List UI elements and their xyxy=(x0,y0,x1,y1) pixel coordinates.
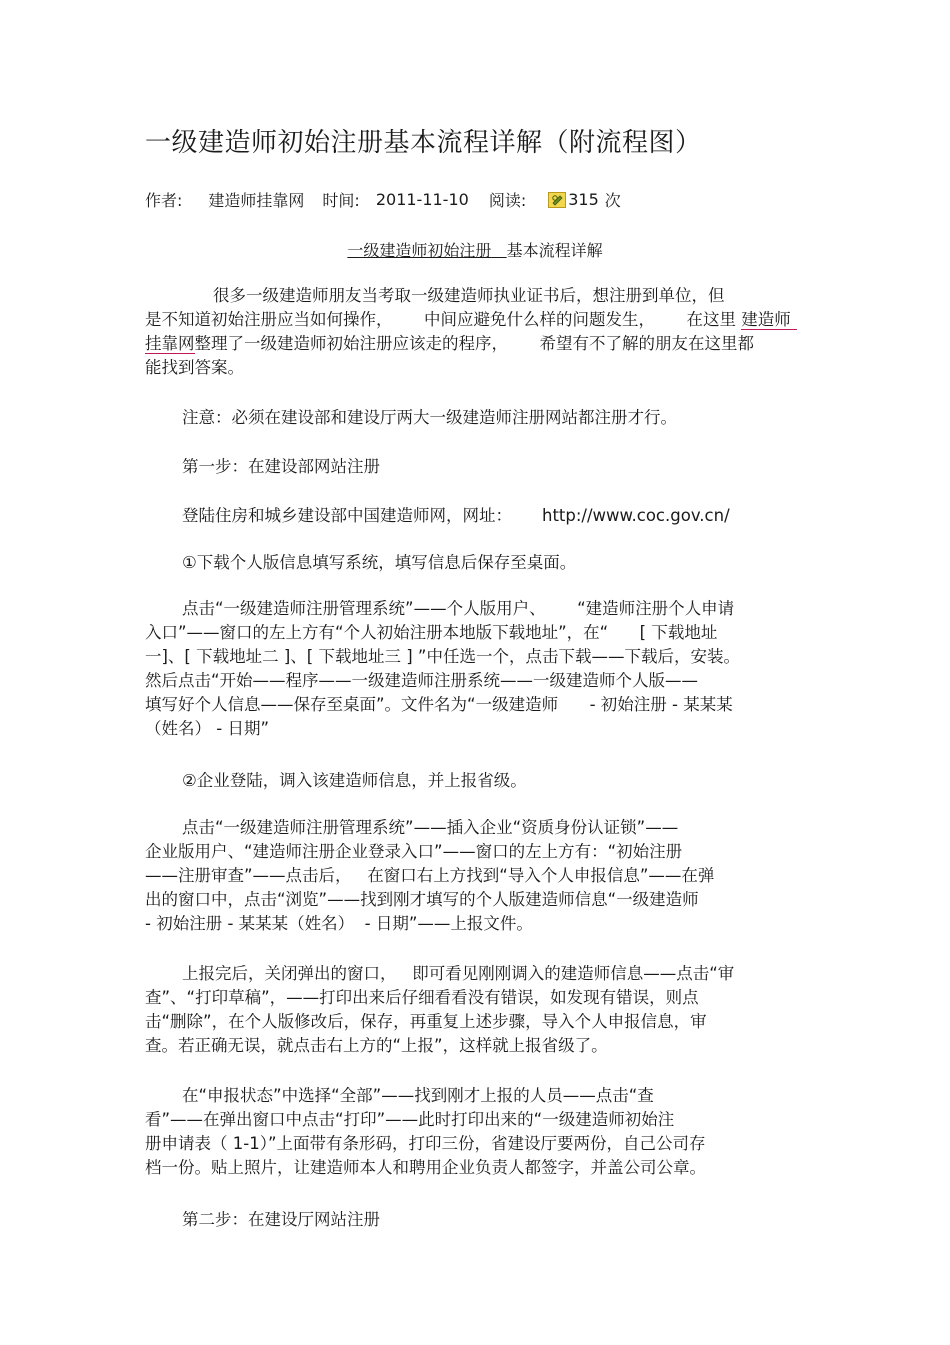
item1-line: 点击“一级建造师注册管理系统”——个人版用户、 “建造师注册个人申请 xyxy=(182,599,735,618)
reads-count: 315 xyxy=(568,190,599,209)
intro-line-text: 是不知道初始注册应当如何操作， 中间应避免什么样的问题发生， 在这里 xyxy=(145,310,736,329)
site-link-part2[interactable]: 挂靠网 xyxy=(145,334,195,353)
views-icon xyxy=(548,192,566,208)
subtitle-part2: 基本流程详解 xyxy=(506,241,603,260)
item1-line: 入口”——窗口的左上方有“个人初始注册本地版下载地址”，在“ [ 下载地址 xyxy=(145,623,718,642)
item1-line: 然后点击“开始——程序——一级建造师注册系统——一级建造师个人版—— xyxy=(145,671,699,690)
report-line: 上报完后，关闭弹出的窗口， 即可看见刚刚调入的建造师信息——点击“审 xyxy=(182,964,735,983)
item2-line: - 初始注册 - 某某某（姓名） - 日期”——上报文件。 xyxy=(145,914,533,933)
subtitle-part1: 一级建造师初始注册 xyxy=(347,241,492,260)
intro-paragraph xyxy=(145,284,810,380)
status-line: 看”——在弹出窗口中点击“打印”——此时打印出来的“一级建造师初始注 xyxy=(145,1110,675,1129)
time-label: 时间: xyxy=(322,191,360,210)
item2-heading: ②企业登陆，调入该建造师信息，并上报省级。 xyxy=(182,771,527,790)
item2-line: 企业版用户、“建造师注册企业登录入口”——窗口的左上方有：“初始注册 xyxy=(145,842,683,861)
report-line: 查。若正确无误，就点击右上方的“上报”，这样就上报省级了。 xyxy=(145,1036,608,1055)
item1-paragraph xyxy=(145,597,810,741)
intro-line-text: 整理了一级建造师初始注册应该走的程序， 希望有不了解的朋友在这里都 xyxy=(194,334,754,353)
status-line: 册申请表（ 1-1）”上面带有条形码，打印三份，省建设厅要两份，自己公司存 xyxy=(145,1134,706,1153)
item2-line: 点击“一级建造师注册管理系统”——插入企业“资质身份认证锁”—— xyxy=(182,818,679,837)
notice-text: 注意：必须在建设部和建设厅两大一级建造师注册网站都注册才行。 xyxy=(182,408,677,427)
report-line: 查”、“打印草稿”，——打印出来后仔细看看没有错误，如发现有错误，则点 xyxy=(145,988,699,1007)
step2-heading: 第二步：在建设厅网站注册 xyxy=(182,1210,380,1229)
report-paragraph xyxy=(145,962,810,1058)
item1-heading: ①下载个人版信息填写系统，填写信息后保存至桌面。 xyxy=(182,553,577,572)
step1-login xyxy=(145,504,847,528)
item2-paragraph xyxy=(145,816,810,936)
article-title: 一级建造师初始注册基本流程详解（附流程图） xyxy=(145,128,702,158)
site-link-part1[interactable]: 建造师 xyxy=(741,310,797,330)
reads-unit: 次 xyxy=(604,191,621,210)
coc-url[interactable]: http://www.coc.gov.cn/ xyxy=(542,506,730,525)
step1-heading: 第一步：在建设部网站注册 xyxy=(182,457,380,476)
item1-line: 一]、[ 下载地址二 ]、[ 下载地址三 ] ”中任选一个，点击下载——下载后，安装。 xyxy=(145,647,740,666)
item2-line: ——注册审查”——点击后， 在窗口右上方找到“导入个人申报信息”——在弹 xyxy=(145,866,715,885)
status-paragraph xyxy=(145,1084,810,1180)
intro-line xyxy=(145,332,810,356)
login-text: 登陆住房和城乡建设部中国建造师网，网址： xyxy=(182,506,512,525)
item1-line: 填写好个人信息——保存至桌面”。文件名为“一级建造师 - 初始注册 - 某某某 xyxy=(145,695,733,714)
report-line: 击“删除”，在个人版修改后，保存，再重复上述步骤，导入个人申报信息，审 xyxy=(145,1012,707,1031)
item1-line: （姓名） - 日期” xyxy=(145,719,269,738)
item2-line: 出的窗口中，点击“浏览”——找到刚才填写的个人版建造师信息“一级建造师 xyxy=(145,890,699,909)
status-line: 档一份。贴上照片，让建造师本人和聘用企业负责人都签字，并盖公司公章。 xyxy=(145,1158,706,1177)
reads-label: 阅读: xyxy=(488,191,527,210)
author-name: 建造师挂靠网 xyxy=(208,191,305,210)
article-meta xyxy=(145,188,621,211)
author-label: 作者: xyxy=(145,191,183,210)
publish-date: 2011-11-10 xyxy=(375,190,469,209)
intro-line: 能找到答案。 xyxy=(145,358,244,377)
intro-line: 很多一级建造师朋友当考取一级建造师执业证书后，想注册到单位，但 xyxy=(213,286,725,305)
intro-line xyxy=(145,308,810,332)
article-subtitle xyxy=(0,238,950,261)
status-line: 在“申报状态”中选择“全部”——找到刚才上报的人员——点击“查 xyxy=(182,1086,654,1105)
